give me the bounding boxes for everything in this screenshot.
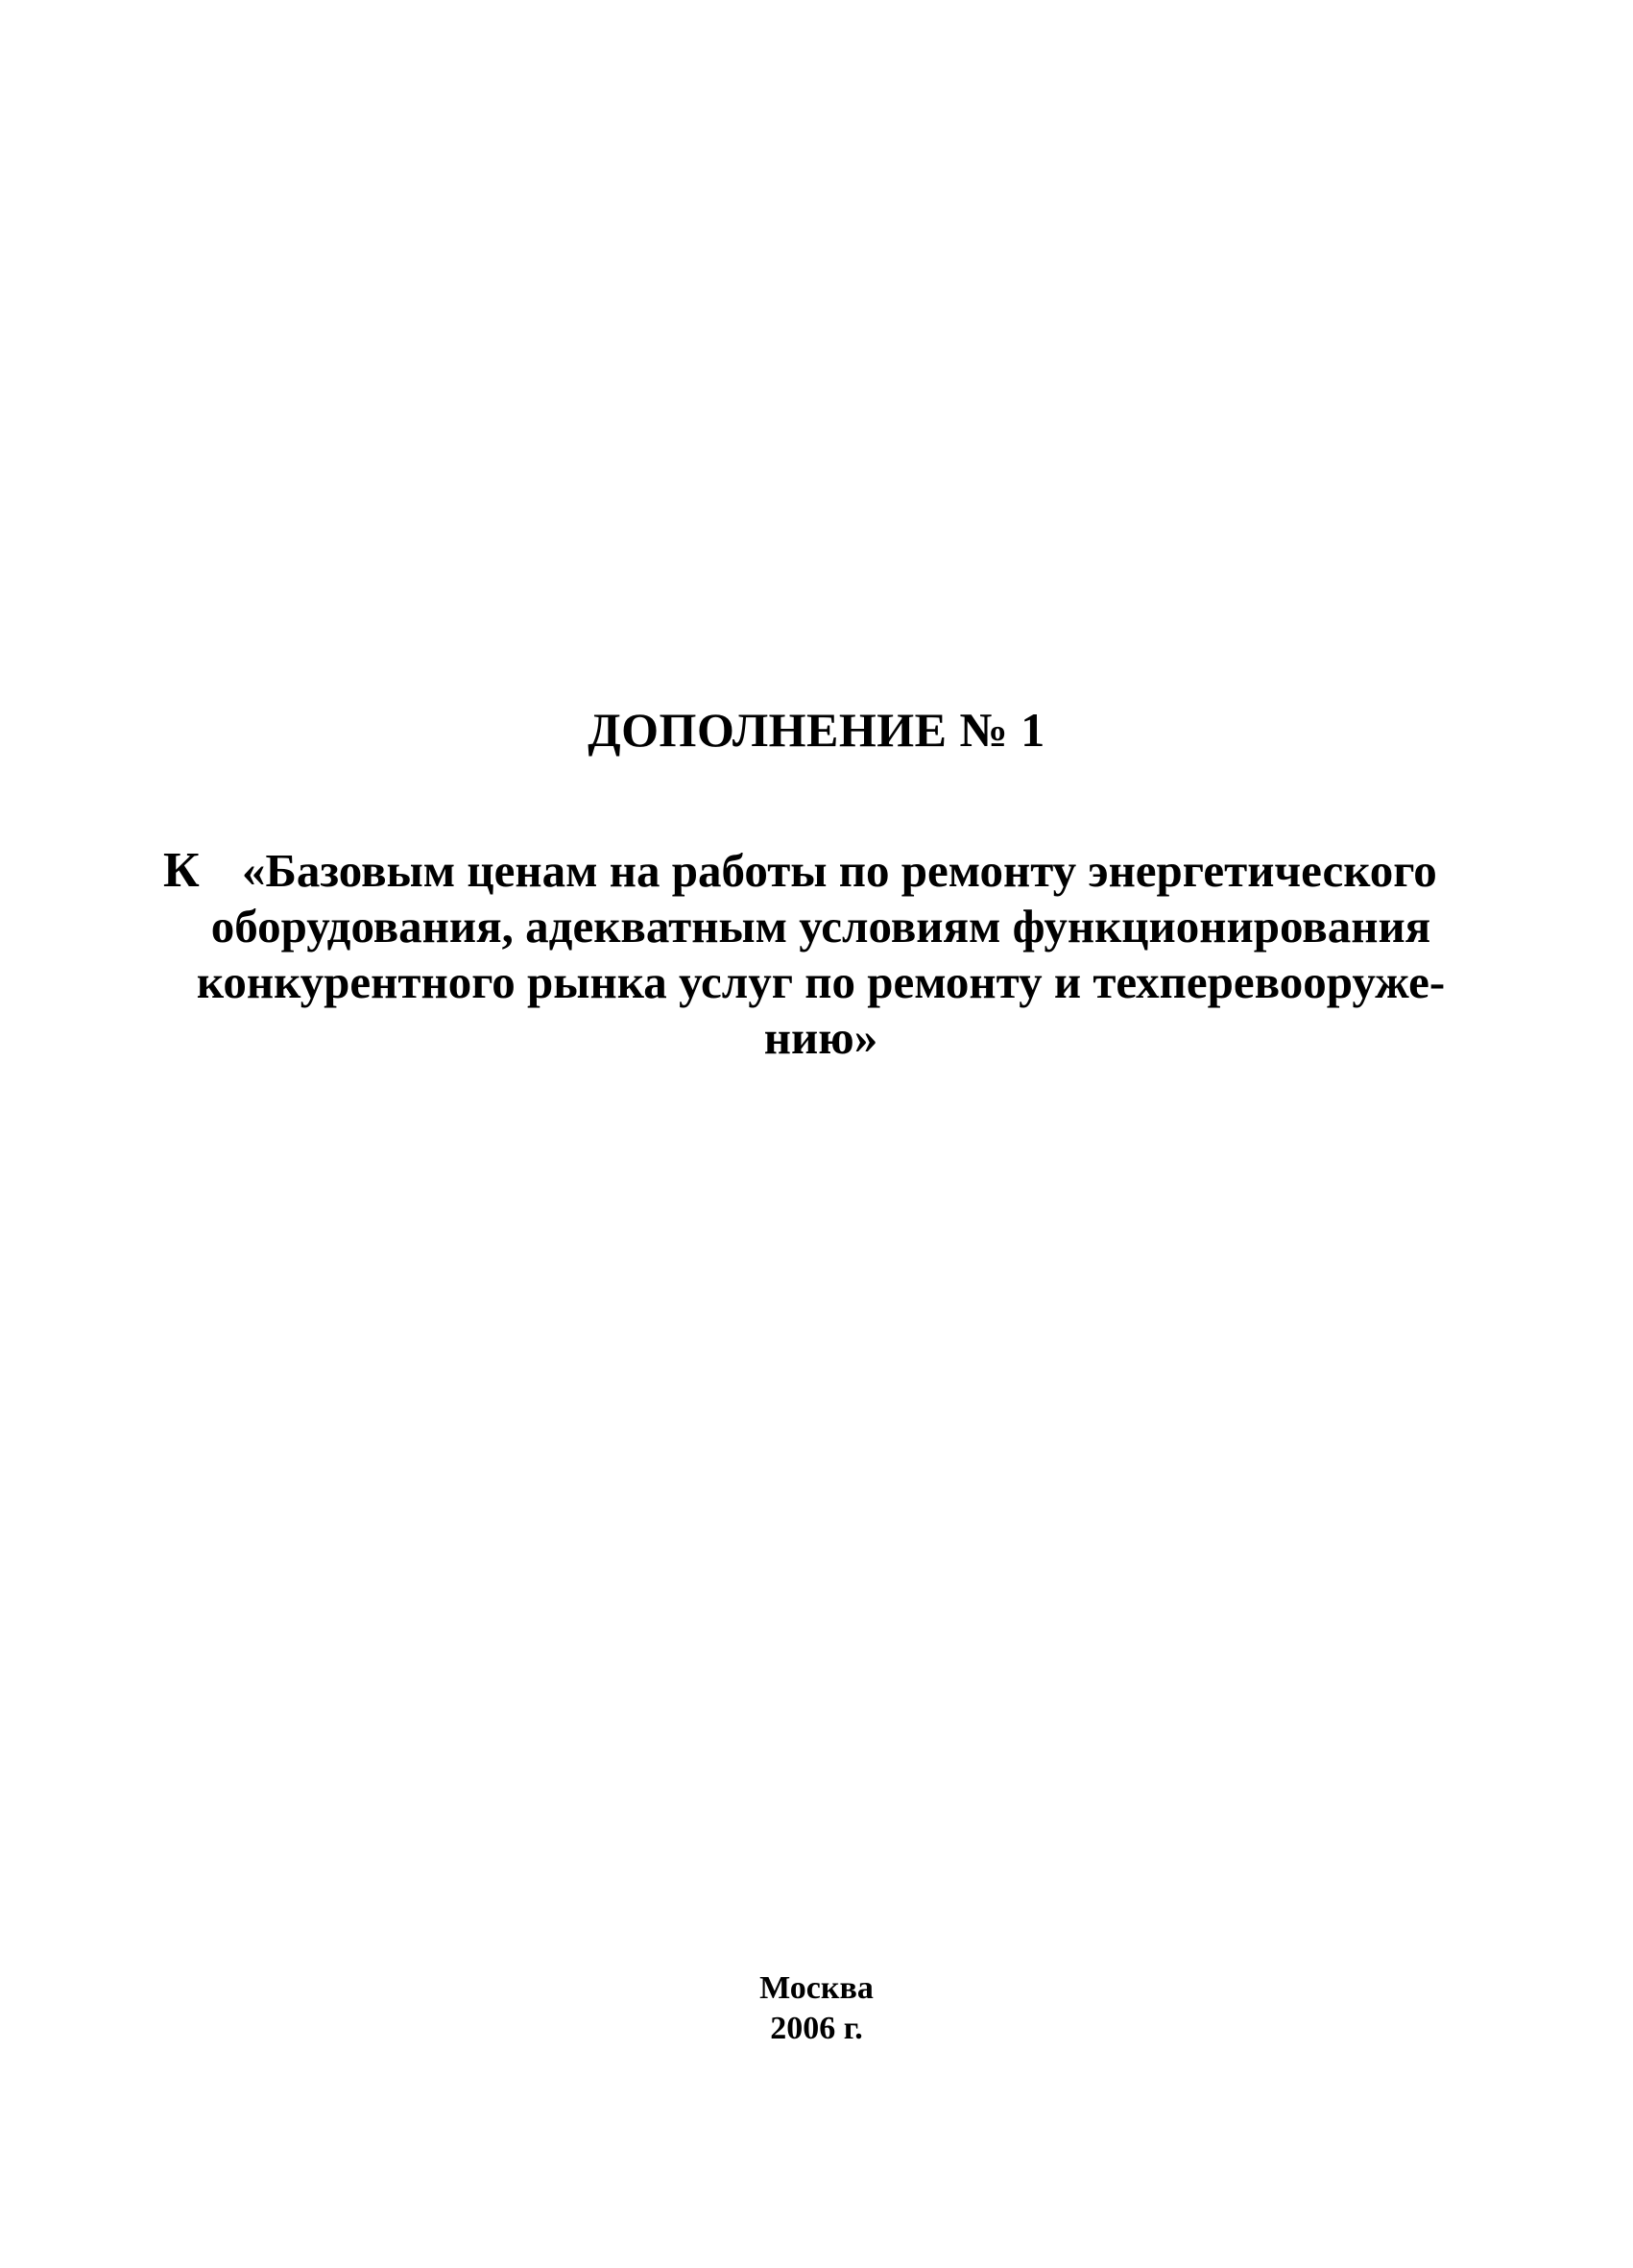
subtitle-line-1 [163, 843, 1478, 899]
document-footer [0, 1968, 1633, 2049]
footer-city: Москва [759, 1970, 874, 2006]
subtitle-prefix: К [163, 843, 200, 898]
footer-year: 2006 г. [770, 2011, 863, 2046]
subtitle-line-3: конкурентного рынка услуг по ремонту и техперевооруже- [196, 955, 1446, 1008]
document-heading: ДОПОЛНЕНИЕ № 1 [588, 703, 1045, 757]
subtitle-line-4: нию» [763, 1011, 878, 1064]
document-subtitle [163, 843, 1478, 1066]
subtitle-line-1-text: «Базовым ценам на работы по ремонту энергетического [242, 844, 1437, 897]
subtitle-line-2: оборудования, адекватным условиям функционирования [210, 900, 1431, 953]
